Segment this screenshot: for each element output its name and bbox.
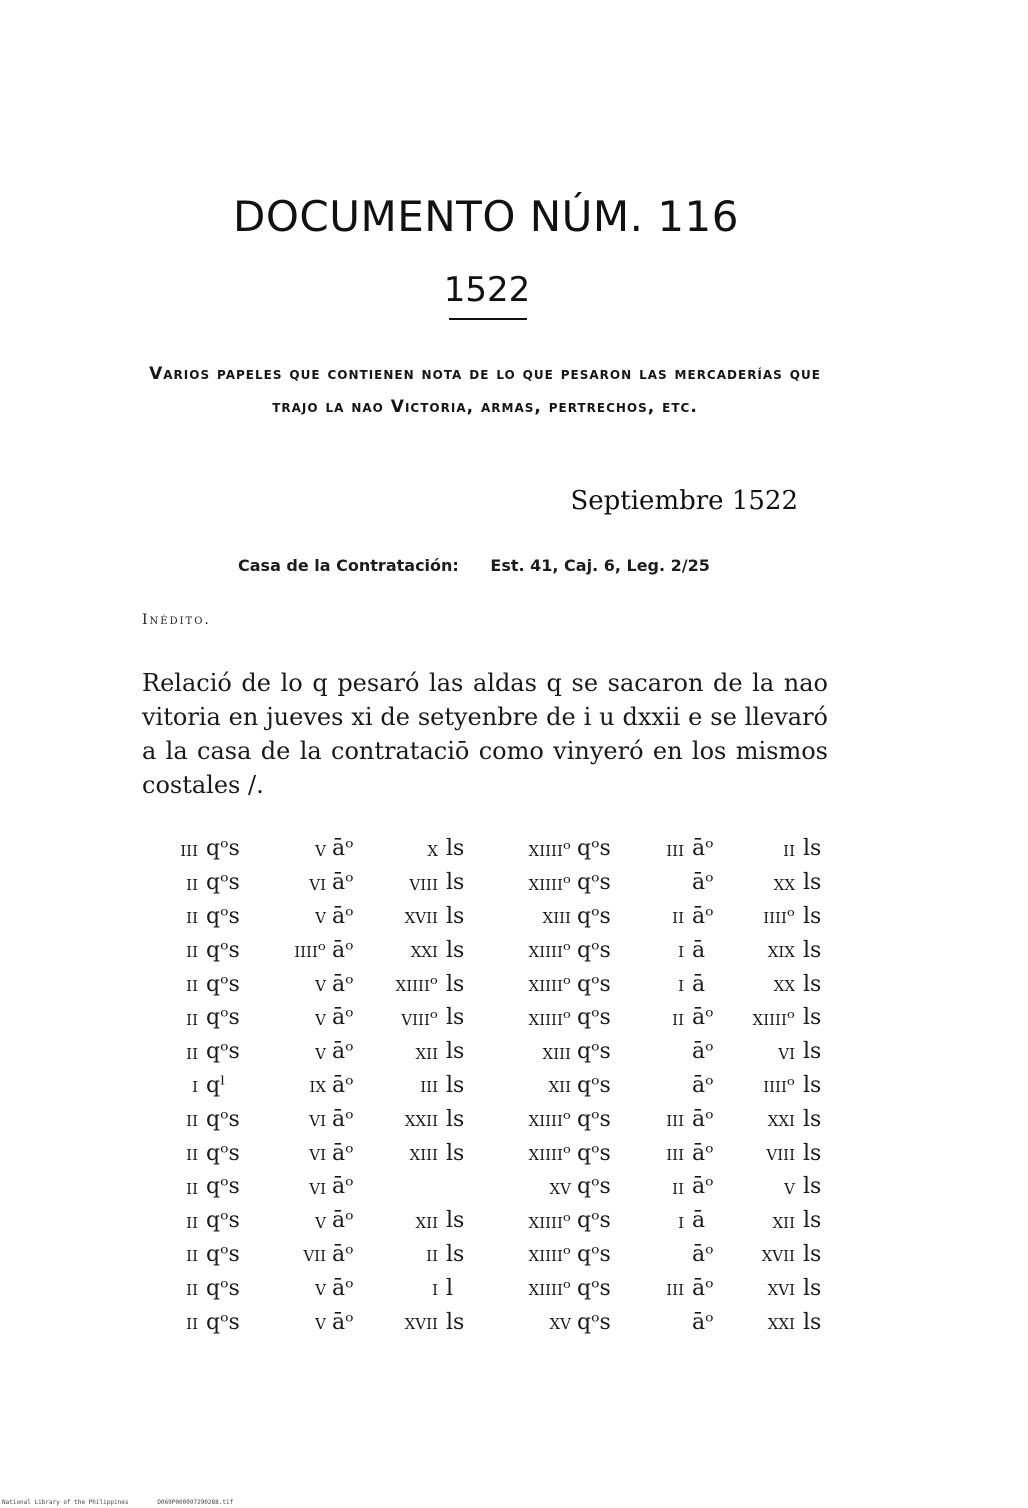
ledger-cell: xiiiiᵒ	[528, 1242, 571, 1267]
ledger-cell: ā	[692, 937, 706, 963]
ledger-cell: xiiiiᵒ	[528, 1107, 571, 1132]
ledger-cell: ii	[426, 1242, 438, 1267]
ledger-cell: qᵒs	[577, 971, 611, 997]
ledger-cell: āᵒ	[332, 1208, 354, 1234]
ledger-cell: qᵒs	[206, 1005, 240, 1031]
ledger-cell: xvii	[404, 904, 438, 929]
scan-footer	[2, 1499, 233, 1506]
ledger-cell: xx	[773, 972, 795, 997]
ledger-row	[150, 866, 833, 900]
document-date: Septiembre 1522	[570, 486, 798, 516]
document-summary: Varios papeles que contienen nota de lo que pesaron las mercaderías que trajo la nao Victoria, armas, pertrechos, etc.	[149, 364, 821, 417]
ledger-cell: iiiiᵒ	[763, 1073, 795, 1098]
ledger-cell: qᵒs	[206, 1039, 240, 1065]
ledger-cell: xiiiiᵒ	[528, 1208, 571, 1233]
ledger-cell	[644, 1035, 692, 1069]
ledger-cell: ls	[446, 1005, 465, 1031]
ledger-cell: v	[315, 1276, 326, 1301]
ledger-cell: āᵒ	[692, 870, 714, 896]
ledger-row	[150, 1001, 833, 1035]
ledger-cell: qᵒs	[577, 1140, 611, 1166]
ledger-cell: qᵒs	[577, 1208, 611, 1234]
ledger-row	[150, 1170, 833, 1204]
ledger-cell: ls	[446, 971, 465, 997]
ledger-cell: ls	[803, 836, 822, 862]
ledger-cell: ls	[803, 1039, 822, 1065]
ledger-cell: ii	[783, 836, 795, 861]
ledger-cell: ii	[186, 938, 198, 963]
ledger-cell: vi	[309, 1174, 326, 1199]
ledger-cell: xiiiiᵒ	[528, 870, 571, 895]
ledger-cell: iii	[666, 836, 684, 861]
ledger-cell: āᵒ	[332, 971, 354, 997]
ledger-row	[150, 967, 833, 1001]
ledger-cell: ls	[803, 1072, 822, 1098]
ledger-cell: xxi	[410, 938, 438, 963]
ledger-cell: v	[315, 1005, 326, 1030]
ledger-cell: āᵒ	[332, 937, 354, 963]
ledger-cell: xxii	[404, 1107, 438, 1132]
ledger-cell: xv	[549, 1310, 571, 1335]
ledger-cell: xiiiiᵒ	[528, 1276, 571, 1301]
ledger-cell: ii	[186, 1174, 198, 1199]
ledger-cell: qᵒs	[206, 1140, 240, 1166]
footer-library: National Library of the Philippines	[2, 1499, 129, 1506]
ledger-cell: āᵒ	[692, 1140, 714, 1166]
ledger-cell: vi	[309, 870, 326, 895]
ledger-cell: xvi	[767, 1276, 795, 1301]
ledger-cell: qᵒs	[206, 1241, 240, 1267]
ledger-cell: ls	[446, 903, 465, 929]
ledger-cell: ls	[446, 1241, 465, 1267]
ledger-cell: āᵒ	[692, 1072, 714, 1098]
ledger-cell: xiii	[542, 1039, 571, 1064]
ledger-cell: qᵒs	[577, 1039, 611, 1065]
ledger-cell: xiiiiᵒ	[528, 1141, 571, 1166]
ledger-cell: ii	[186, 1039, 198, 1064]
ledger-row	[150, 1035, 833, 1069]
ledger-cell: qᵒs	[577, 1106, 611, 1132]
ledger-cell	[644, 1305, 692, 1339]
archive-citation	[238, 556, 710, 575]
ledger-row	[150, 1271, 833, 1305]
ledger-cell: v	[315, 1310, 326, 1335]
ledger-cell: ii	[186, 1276, 198, 1301]
ledger-row	[150, 1238, 833, 1272]
ledger-cell: āᵒ	[332, 1241, 354, 1267]
ledger-cell: qᵒs	[577, 1275, 611, 1301]
ledger-cell: viii	[409, 870, 438, 895]
publication-status: Inédito.	[142, 612, 211, 628]
ledger-cell: ls	[803, 903, 822, 929]
ledger-cell: āᵒ	[692, 1275, 714, 1301]
document-title: DOCUMENTO NÚM. 116	[233, 192, 739, 241]
ledger-cell: qᵒs	[206, 836, 240, 862]
ledger-cell: xiiiiᵒ	[395, 972, 438, 997]
ledger-cell: āᵒ	[332, 1140, 354, 1166]
ledger-cell: ls	[446, 1208, 465, 1234]
ledger-cell: xiiiiᵒ	[752, 1005, 795, 1030]
ledger-cell: xvii	[404, 1310, 438, 1335]
ledger-cell: qᵒs	[577, 1005, 611, 1031]
ledger-cell: qᵒs	[206, 937, 240, 963]
ledger-cell	[446, 1170, 501, 1204]
ledger-cell: ii	[672, 1005, 684, 1030]
ledger-cell: ii	[186, 1310, 198, 1335]
ledger-cell: ii	[186, 1208, 198, 1233]
ledger-cell: iii	[180, 836, 198, 861]
ledger-cell: ls	[803, 1174, 822, 1200]
ledger-cell: ls	[803, 1140, 822, 1166]
ledger-cell: ls	[446, 1106, 465, 1132]
ledger-row	[150, 1069, 833, 1103]
ledger-cell: qᵒs	[206, 971, 240, 997]
ledger-cell: xxi	[767, 1310, 795, 1335]
ledger-cell: āᵒ	[332, 903, 354, 929]
ledger-cell: v	[315, 972, 326, 997]
ledger-cell: xii	[548, 1073, 571, 1098]
archive-source: Casa de la Contratación:	[238, 556, 459, 575]
ledger-cell: l	[446, 1275, 454, 1301]
ledger-cell: v	[315, 836, 326, 861]
ledger-row	[150, 900, 833, 934]
ledger-cell: xv	[549, 1174, 571, 1199]
ledger-cell: v	[784, 1174, 795, 1199]
ledger-cell: ls	[803, 1005, 822, 1031]
ledger-cell: qᵒs	[577, 937, 611, 963]
ledger-cell	[644, 1238, 692, 1272]
ledger-cell: ls	[446, 1039, 465, 1065]
ledger-cell: ls	[446, 937, 465, 963]
ledger-cell: xiiiiᵒ	[528, 972, 571, 997]
ledger-row	[150, 1305, 833, 1339]
ledger-cell: i	[192, 1073, 198, 1098]
ledger-cell: āᵒ	[332, 836, 354, 862]
footer-file: D069P000097290288.tif	[157, 1499, 234, 1506]
ledger-cell: xii	[415, 1039, 438, 1064]
ledger-cell: qᵒs	[206, 1174, 240, 1200]
ledger-cell: āᵒ	[332, 1174, 354, 1200]
ledger-cell: āᵒ	[692, 1241, 714, 1267]
ledger-cell: ii	[672, 904, 684, 929]
ledger-cell: xiii	[542, 904, 571, 929]
ledger-cell: ii	[672, 1174, 684, 1199]
ledger-cell: āᵒ	[332, 1106, 354, 1132]
ledger-cell: āᵒ	[692, 1005, 714, 1031]
ledger-cell: ls	[803, 1241, 822, 1267]
ledger-cell: qᵒs	[577, 836, 611, 862]
ledger-cell: āᵒ	[332, 1309, 354, 1335]
ledger-cell: ii	[186, 1141, 198, 1166]
ledger-body	[150, 832, 833, 1339]
ledger-cell	[378, 1170, 446, 1204]
ledger-cell: ls	[446, 870, 465, 896]
ledger-cell: qᵒs	[206, 1106, 240, 1132]
ledger-cell: qᵒs	[206, 903, 240, 929]
ledger-cell: qᵒs	[577, 1174, 611, 1200]
ledger-cell: qᵒs	[577, 1072, 611, 1098]
ledger-cell: qᵒs	[577, 1309, 611, 1335]
ledger-cell: ls	[446, 1072, 465, 1098]
ledger-cell: qᵒs	[206, 870, 240, 896]
ledger-cell: ii	[186, 972, 198, 997]
ledger-cell: v	[315, 1039, 326, 1064]
ledger-cell: xvii	[761, 1242, 795, 1267]
ledger-cell: iiiiᵒ	[294, 938, 326, 963]
ledger-cell: v	[315, 904, 326, 929]
ledger-cell: v	[315, 1208, 326, 1233]
ledger-cell: xx	[773, 870, 795, 895]
ledger-cell: āᵒ	[692, 1039, 714, 1065]
ledger-cell: i	[678, 1208, 684, 1233]
ledger-cell: qᵒs	[577, 870, 611, 896]
ledger-cell: xxi	[767, 1107, 795, 1132]
ledger-cell: i	[432, 1276, 438, 1301]
ledger-cell	[644, 866, 692, 900]
year-underline	[449, 318, 527, 320]
ledger-row	[150, 1102, 833, 1136]
ledger-cell: āᵒ	[332, 870, 354, 896]
ledger-cell: vi	[309, 1107, 326, 1132]
ledger-cell: ls	[803, 870, 822, 896]
ledger-cell: xiiiiᵒ	[528, 1005, 571, 1030]
ledger-cell: i	[678, 938, 684, 963]
ledger-cell: ix	[309, 1073, 326, 1098]
ledger-cell: iii	[420, 1073, 438, 1098]
ledger-cell: xii	[415, 1208, 438, 1233]
ledger-cell: ls	[803, 1208, 822, 1234]
ledger-cell: xiii	[409, 1141, 438, 1166]
ledger-cell: vi	[778, 1039, 795, 1064]
ledger-cell: ls	[803, 971, 822, 997]
ledger-cell: vi	[309, 1141, 326, 1166]
ledger-cell: āᵒ	[692, 1106, 714, 1132]
ledger-cell: iii	[666, 1141, 684, 1166]
intro-paragraph: Relació de lo q pesaró las aldas q se sacaron de la nao vitoria en jueves xi de setyenbre de i u dxxii e se llevaró a la casa de la contrataciō como vinyeró en los mismos costales /.	[142, 669, 828, 799]
ledger-cell: xiiiiᵒ	[528, 836, 571, 861]
ledger-cell: viii	[766, 1141, 795, 1166]
ledger-cell: āᵒ	[332, 1072, 354, 1098]
ledger-cell: āᵒ	[332, 1005, 354, 1031]
ledger-cell: ii	[186, 1005, 198, 1030]
ledger-cell: ā	[692, 971, 706, 997]
ledger-cell: qᵒs	[577, 1241, 611, 1267]
ledger-cell: ls	[803, 1106, 822, 1132]
ledger-cell: i	[678, 972, 684, 997]
ledger-cell: ii	[186, 1107, 198, 1132]
ledger-cell: qᵒs	[206, 1208, 240, 1234]
ledger-cell: ls	[803, 937, 822, 963]
document-year: 1522	[443, 270, 531, 310]
ledger-cell: xix	[767, 938, 795, 963]
ledger-row	[150, 933, 833, 967]
ledger-cell: qᵒs	[206, 1309, 240, 1335]
ledger-cell: āᵒ	[332, 1039, 354, 1065]
ledger-cell: xiiiiᵒ	[528, 938, 571, 963]
ledger-cell: ls	[803, 1309, 822, 1335]
ledger-cell: iii	[666, 1107, 684, 1132]
ledger-cell: vii	[303, 1242, 326, 1267]
ledger-cell: viiiᵒ	[401, 1005, 438, 1030]
ledger-cell	[644, 1069, 692, 1103]
ledger-cell: ls	[446, 1309, 465, 1335]
ledger-cell: qˡ	[206, 1072, 226, 1098]
ledger-cell: ii	[186, 1242, 198, 1267]
ledger-cell: āᵒ	[692, 836, 714, 862]
ledger-cell: x	[427, 836, 438, 861]
ledger-cell: ii	[186, 904, 198, 929]
ledger-cell: ā	[692, 1208, 706, 1234]
ledger-cell: iii	[666, 1276, 684, 1301]
ledger-cell: āᵒ	[332, 1275, 354, 1301]
ledger-cell: ls	[446, 836, 465, 862]
ledger-cell: āᵒ	[692, 1174, 714, 1200]
ledger-cell: ls	[803, 1275, 822, 1301]
ledger-row	[150, 832, 833, 866]
ledger-cell: ls	[446, 1140, 465, 1166]
ledger-cell: iiiiᵒ	[763, 904, 795, 929]
ledger-row	[150, 1136, 833, 1170]
ledger-row	[150, 1204, 833, 1238]
ledger-cell: qᵒs	[206, 1275, 240, 1301]
ledger-cell: qᵒs	[577, 903, 611, 929]
ledger-cell: xii	[772, 1208, 795, 1233]
ledger-cell: āᵒ	[692, 1309, 714, 1335]
ledger-cell: āᵒ	[692, 903, 714, 929]
ledger-cell: ii	[186, 870, 198, 895]
archive-reference: Est. 41, Caj. 6, Leg. 2/25	[490, 556, 710, 575]
weights-ledger	[150, 832, 833, 1339]
